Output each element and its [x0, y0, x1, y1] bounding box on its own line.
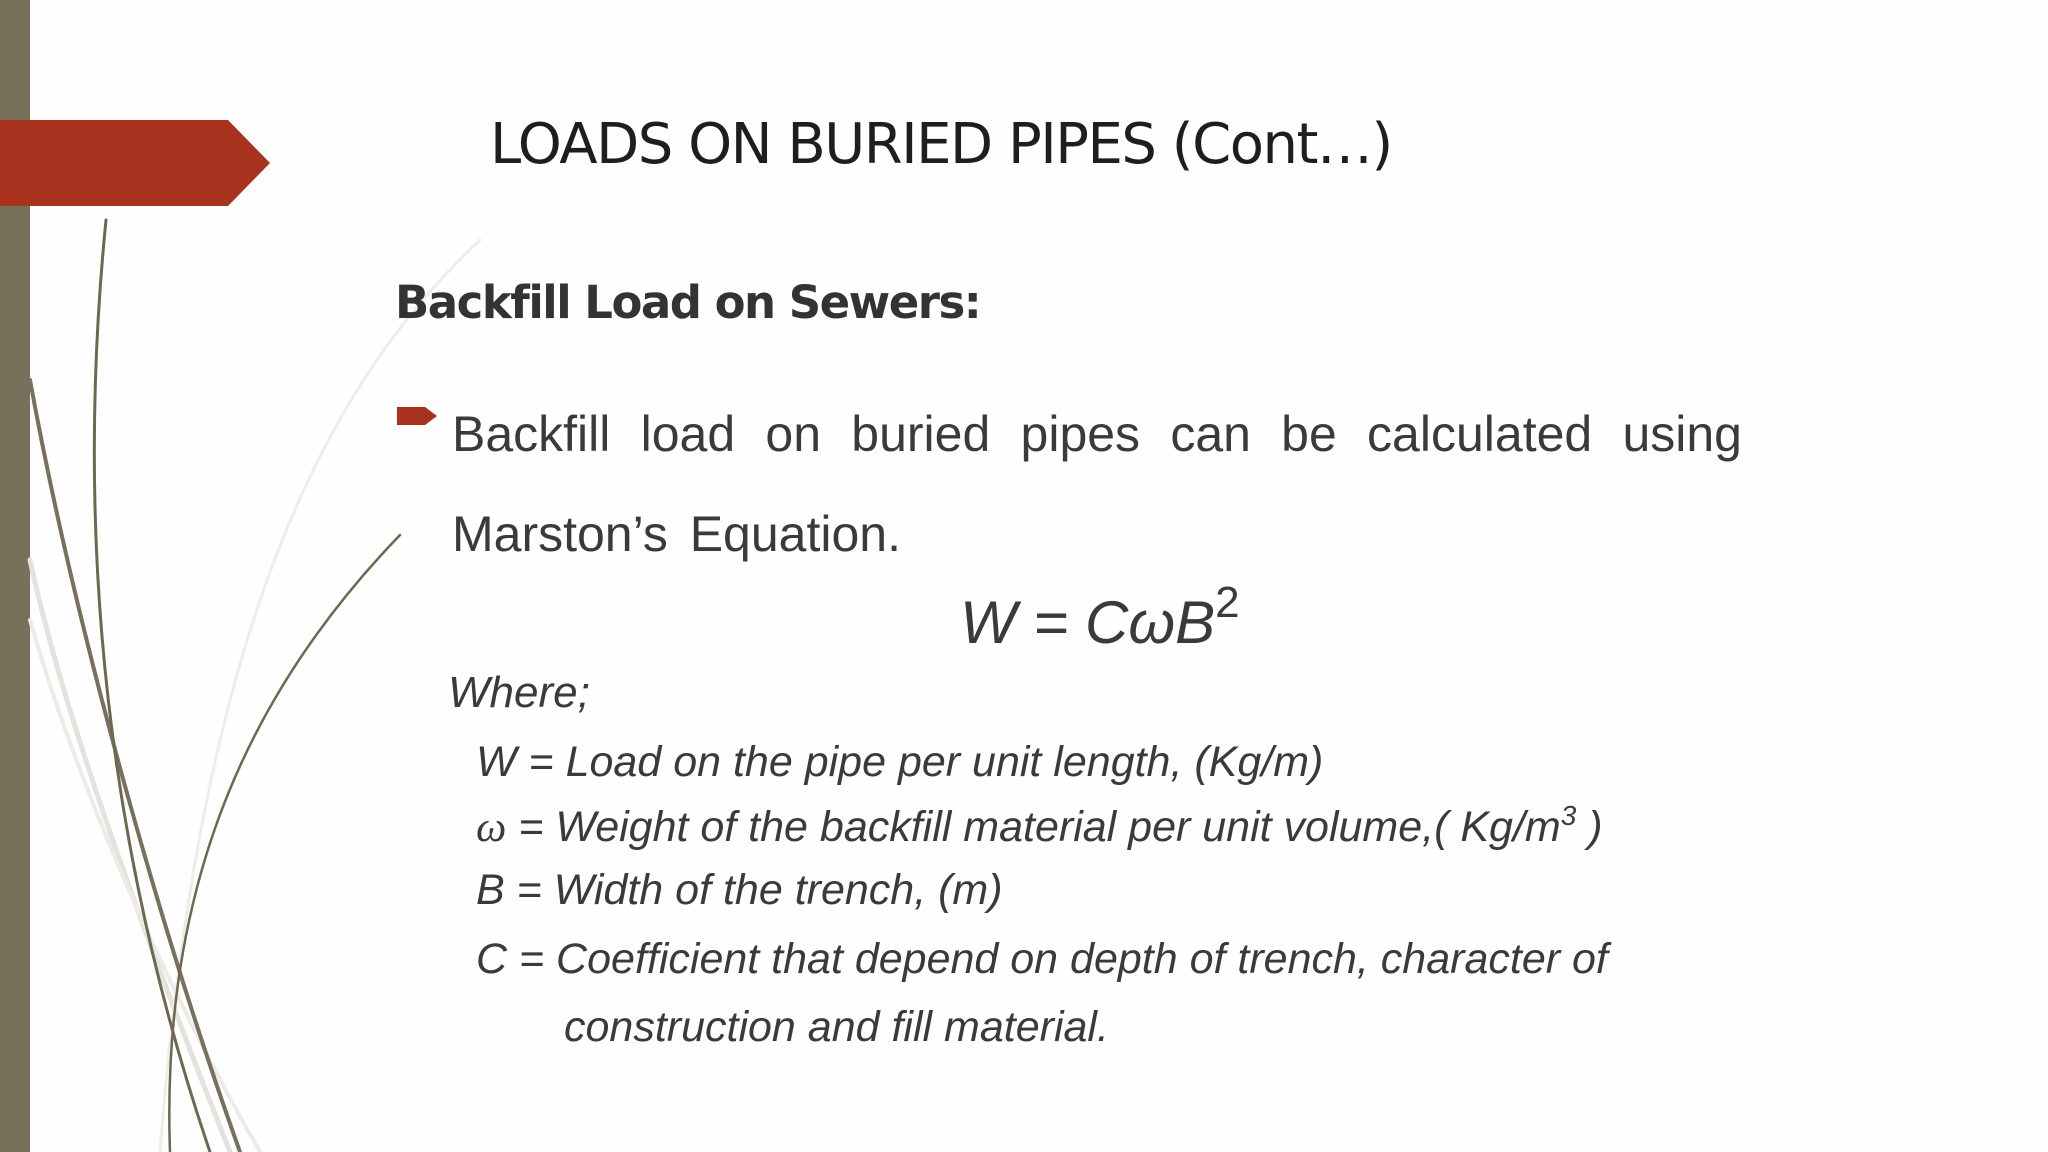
- bullet-point-text: Backfill load on buried pipes can be calculated using Marston’s Equation.: [452, 406, 1742, 562]
- definition-omega: [476, 800, 1603, 852]
- arrow-bullet-icon: [397, 404, 439, 428]
- equation-lhs: W = C: [960, 589, 1129, 656]
- omega-definition-text: = Weight of the backfill material per unit volume,( Kg/m: [506, 803, 1561, 851]
- omega-definition-close: ): [1576, 803, 1603, 851]
- definition-w: W = Load on the pipe per unit length, (Kg/m): [476, 738, 1324, 786]
- definition-c-continued: construction and fill material.: [564, 1003, 1109, 1051]
- omega-unit-exponent: 3: [1560, 800, 1577, 831]
- section-subheading: Backfill Load on Sewers:: [395, 276, 981, 329]
- definition-b: B = Width of the trench, (m): [476, 866, 1003, 914]
- definition-c: C = Coefficient that depend on depth of trench, character of: [476, 935, 1608, 983]
- marston-equation: [960, 578, 1240, 657]
- equation-rhs: B: [1175, 589, 1216, 656]
- omega-symbol: ω: [476, 804, 507, 851]
- equation-omega: ω: [1128, 589, 1176, 656]
- title-arrow-tab: [0, 120, 270, 206]
- slide-title: LOADS ON BURIED PIPES (Cont…): [490, 112, 1392, 177]
- where-label: Where;: [448, 668, 590, 717]
- equation-exponent: 2: [1215, 578, 1240, 627]
